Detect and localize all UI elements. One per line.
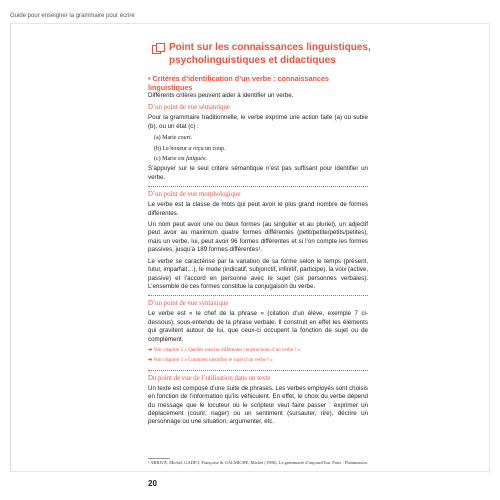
semantic-paragraph-1: Pour la grammaire traditionnelle, le verbe exprime une action faite (a) ou subie (b), ou un état (c) : (148, 114, 368, 130)
semantic-heading: D’un point de vue sémantique (148, 104, 230, 112)
chapter-link-1[interactable]: ➔ Voir chapitre 5 « Quelles sont les différentes constructions d’un verbe ? » (148, 347, 301, 353)
section-heading: • Critères d’identification d’un verbe : connaissances linguistiques (148, 74, 330, 92)
section-intro: Différents critères peuvent aider à identifier un verbe. (148, 92, 294, 99)
usage-heading: Du point de vue de l’utilisation dans un texte (148, 374, 271, 382)
dotted-divider (148, 370, 368, 371)
syntactic-heading: D’un point de vue syntaxique (148, 300, 229, 308)
morphologic-heading: D’un point de vue morphologique (148, 191, 241, 199)
morphologic-paragraph-2: Un nom peut avoir une ou deux formes (au singulier et au pluriel), un adjectif peut avoir au maximum quatre formes différentes (petit/petite/petits/petites), mais un verbe, lui, peut avoir 96 formes différentes et si l’on compte les formes passives, jusqu’à 189 formes différentes¹. (148, 221, 368, 254)
semantic-paragraph-2: S’appuyer sur le seul critère sémantique n’est pas suffisant pour identifier un verbe. (148, 165, 368, 181)
chapter-title (152, 41, 452, 67)
title-line-2: psycholinguistiques et didactiques (169, 55, 336, 66)
footnote-rule (148, 458, 170, 459)
morphologic-paragraph-3: Le verbe se caractérise par la variation de sa forme selon le temps (présent, futur, imparfait…), le mode (indicatif, subjonctif, infinitif, participe), la voix (active, passive) et l’accord en personne avec le sujet (six personnes verbales). L’ensemble de ces formes constitue la conjugaison du verbe. (148, 257, 368, 290)
frame-bottom-rule (10, 471, 490, 472)
example-c: (c) Marie est fatiguée. (154, 156, 207, 163)
title-line-1: Point sur les connaissances linguistiques, (169, 42, 371, 53)
frame-left-rule (10, 23, 11, 471)
example-b: (b) Le boxeur a reçu un coup. (154, 145, 226, 152)
footnote: ¹ ARRIVÉ, Michel, GADET, Françoise & GALMICHE, Michel (1986). La grammaire d’aujourd’hui. Paris : Flammarion. (148, 460, 368, 465)
main-content (148, 74, 368, 430)
dotted-divider (148, 186, 368, 187)
arrow-right-icon: ➔ (148, 358, 154, 364)
chapter-link-2[interactable]: ➔ Voir chapitre 3 « Comment identifier le sujet d’un verbe ? » (148, 358, 273, 364)
usage-paragraph-1: Un texte est composé d’une suite de phrases. Les verbes employés sont choisis en fonction de l’information qu’ils véhiculent. En effet, le choix du verbe dépend du message que le locuteur ou le scripteur veut faire passer : exprimer un déplacement (courir, nager) ou un sentiment (sursauter, rire), décrire un personnage ou une situation, argumenter, etc. (148, 384, 368, 426)
dotted-divider (148, 295, 368, 296)
frame-right-rule (489, 23, 490, 473)
frame-top-rule (10, 23, 490, 24)
page-number: 20 (148, 479, 157, 488)
morphologic-paragraph-1: Le verbe est la classe de mots qui peut avoir le plus grand nombre de formes différentes. (148, 201, 368, 217)
example-a: (a) Marie court. (154, 135, 193, 142)
copy-squares-icon (152, 43, 165, 54)
arrow-right-icon: ➔ (148, 347, 154, 353)
running-head: Guide pour enseigner la grammaire pour écrire (10, 13, 135, 19)
syntactic-paragraph-1: Le verbe est « le chef de la phrase » (citation d’un élève, exemple 7 ci-dessous), sous-entendu de la phrase verbale. Il construit en effet les éléments qui gravitent autour de lui, que ceux-ci occupent la fonction de sujet ou de complément. (148, 310, 368, 343)
